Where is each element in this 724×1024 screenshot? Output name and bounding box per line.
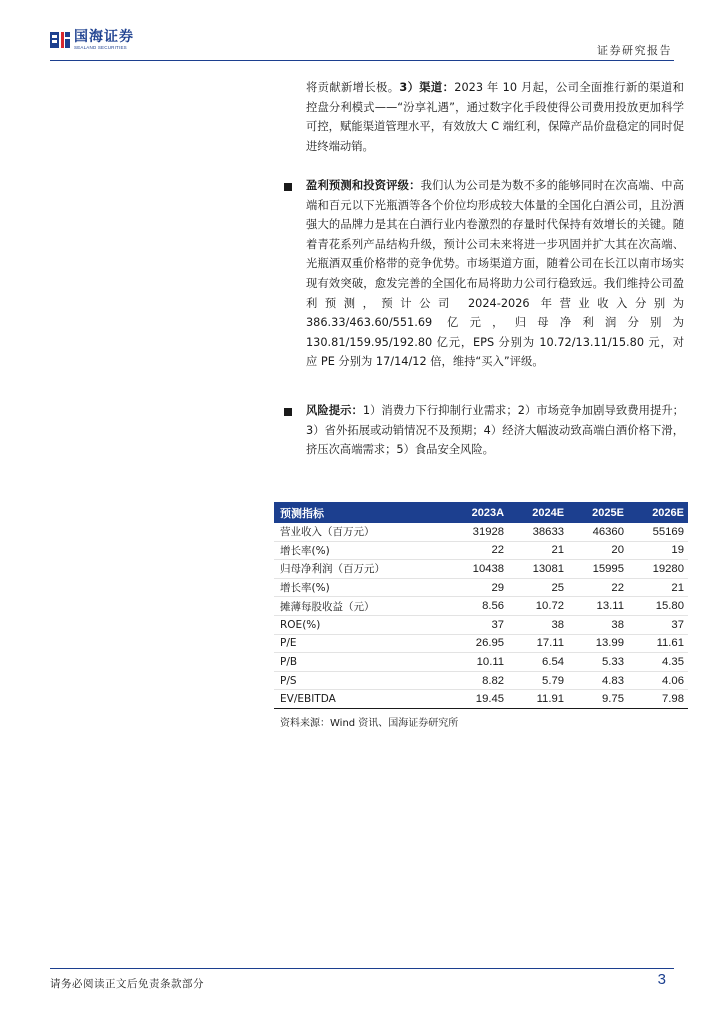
table-cell: 19.45 — [447, 690, 508, 709]
report-type: 证券研究报告 — [597, 44, 672, 57]
header-divider — [50, 60, 674, 61]
channel-heading: 3）渠道： — [399, 81, 455, 94]
sealand-logo-icon — [50, 30, 70, 50]
table-row — [274, 578, 688, 597]
channel-text: 2023 年 10 月起，公司全面推行新的渠道和控盘分利模式——“汾享礼遇”，通过数字化手段使得公司费用投放更加科学可控，赋能渠道管理水平，有效放大 C 端红利，保障产品价盘稳定的同时促进终端动销。 — [306, 81, 684, 153]
table-cell: 26.95 — [447, 634, 508, 653]
table-header-row — [274, 502, 688, 523]
bullet-square-icon — [284, 183, 292, 191]
table-cell: 38 — [508, 615, 568, 634]
table-cell: 46360 — [568, 523, 628, 541]
table-cell: 25 — [508, 578, 568, 597]
risk-text: 1）消费力下行抑制行业需求；2）市场竞争加剧导致费用提升；3）省外拓展或动销情况不及预期；4）经济大幅波动致高端白酒价格下滑，挤压次高端需求；5）食品安全风险。 — [306, 404, 684, 457]
table-cell: 11.91 — [508, 690, 568, 709]
row-label: 归母净利润（百万元） — [274, 560, 447, 579]
row-label: P/S — [274, 671, 447, 690]
logo-name: 国海证券 — [74, 29, 134, 45]
row-label: P/E — [274, 634, 447, 653]
forecast-table-block — [274, 502, 688, 729]
company-logo — [50, 30, 134, 51]
row-label: 增长率(%) — [274, 578, 447, 597]
column-header: 2024E — [508, 502, 568, 523]
table-cell: 37 — [628, 615, 688, 634]
page-number: 3 — [657, 971, 666, 988]
table-cell: 4.83 — [568, 671, 628, 690]
column-header: 2025E — [568, 502, 628, 523]
table-row — [274, 541, 688, 560]
table-cell: 8.56 — [447, 597, 508, 616]
page-header — [0, 0, 724, 62]
table-cell: 5.33 — [568, 653, 628, 672]
table-cell: 38633 — [508, 523, 568, 541]
row-label: 营业收入（百万元） — [274, 523, 447, 541]
table-cell: 37 — [447, 615, 508, 634]
bullet-square-icon — [284, 408, 292, 416]
table-cell: 38 — [568, 615, 628, 634]
table-cell: 4.06 — [628, 671, 688, 690]
table-cell: 4.35 — [628, 653, 688, 672]
table-source-note: 资料来源：Wind 资讯、国海证券研究所 — [280, 717, 459, 729]
column-header: 预测指标 — [274, 502, 447, 523]
footer-disclaimer: 请务必阅读正文后免责条款部分 — [50, 978, 204, 990]
table-row — [274, 597, 688, 616]
table-cell: 5.79 — [508, 671, 568, 690]
row-label: P/B — [274, 653, 447, 672]
table-cell: 8.82 — [447, 671, 508, 690]
table-row — [274, 653, 688, 672]
table-cell: 29 — [447, 578, 508, 597]
table-cell: 55169 — [628, 523, 688, 541]
column-header: 2026E — [628, 502, 688, 523]
table-cell: 20 — [568, 541, 628, 560]
table-cell: 19280 — [628, 560, 688, 579]
risk-heading: 风险提示： — [306, 404, 363, 417]
table-cell: 13.99 — [568, 634, 628, 653]
table-row — [274, 523, 688, 541]
forecast-table — [274, 502, 688, 709]
table-cell: 19 — [628, 541, 688, 560]
channel-lead: 将贡献新增长极。 — [306, 81, 400, 94]
table-cell: 11.61 — [628, 634, 688, 653]
table-cell: 10.11 — [447, 653, 508, 672]
table-cell: 22 — [447, 541, 508, 560]
row-label: 摊薄每股收益（元） — [274, 597, 447, 616]
table-row — [274, 634, 688, 653]
table-row — [274, 690, 688, 709]
table-cell: 9.75 — [568, 690, 628, 709]
table-cell: 6.54 — [508, 653, 568, 672]
logo-name-en: SEALAND SECURITIES — [74, 45, 127, 50]
row-label: ROE(%) — [274, 615, 447, 634]
table-cell: 15.80 — [628, 597, 688, 616]
table-cell: 17.11 — [508, 634, 568, 653]
table-cell: 13.11 — [568, 597, 628, 616]
column-header: 2023A — [447, 502, 508, 523]
forecast-text: 我们认为公司是为数不多的能够同时在次高端、中高端和百元以下光瓶酒等各个价位均形成较大体量的全国化白酒公司，且汾酒强大的品牌力是其在白酒行业内卷激烈的存量时代保持有效增长的关键。随着青花系列产品结构升级，预计公司未来将进一步巩固并扩大其在次高端、光瓶酒双重价格带的竞争优势。市场渠道方面，随着公司在长江以南市场实现有效突破，愈发完善的全国化布局将助力公司行稳致远。我们维持公司盈利预测，预计公司 2024-2026 年营业收入分别为 386.33/463.60/551.69 亿元，归母净利润分别为 130.81/159.95/192.80 亿元，EPS 分别为 10.72/13.11/15.80 元，对应 PE 分别为 17/14/12 倍，维持“买入”评级。 — [306, 179, 684, 369]
forecast-heading: 盈利预测和投资评级： — [306, 179, 421, 192]
table-row — [274, 615, 688, 634]
table-cell: 13081 — [508, 560, 568, 579]
row-label: 增长率(%) — [274, 541, 447, 560]
table-row — [274, 560, 688, 579]
risk-paragraph — [306, 401, 684, 460]
table-cell: 31928 — [447, 523, 508, 541]
row-label: EV/EBITDA — [274, 690, 447, 709]
table-cell: 21 — [628, 578, 688, 597]
channel-paragraph — [306, 78, 684, 156]
table-cell: 15995 — [568, 560, 628, 579]
table-cell: 10438 — [447, 560, 508, 579]
table-row — [274, 671, 688, 690]
forecast-paragraph — [306, 176, 684, 372]
table-cell: 22 — [568, 578, 628, 597]
footer-divider — [50, 968, 674, 969]
table-cell: 21 — [508, 541, 568, 560]
table-cell: 7.98 — [628, 690, 688, 709]
table-cell: 10.72 — [508, 597, 568, 616]
